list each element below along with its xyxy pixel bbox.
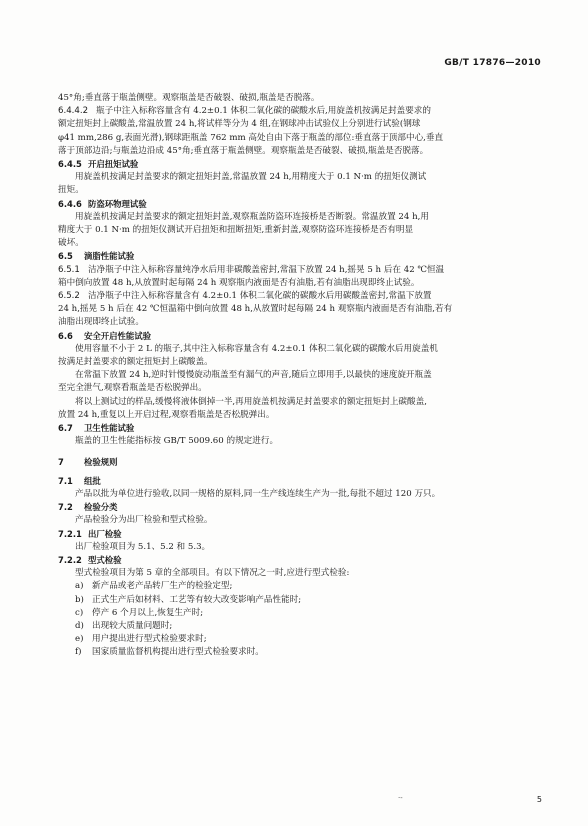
document-body (58, 92, 544, 660)
list-item-label: c) (75, 607, 84, 618)
list-item-text: 停产 6 个月以上,恢复生产时; (92, 607, 204, 618)
paragraph-line: 产品检验分为出厂检验和型式检验。 (75, 515, 213, 526)
chapter-number: 7 (58, 457, 64, 468)
clause-text: 洁净瓶子中注入标称容量纯净水后用非碳酸盖密封,常温下放置 24 h,摇晃 5 h 后在 42 ℃恒温 (88, 264, 445, 275)
list-item (58, 633, 544, 646)
clause-6-5-2 (58, 290, 544, 303)
section-heading-7-2-2 (58, 554, 544, 567)
section-number: 6.5 (58, 251, 73, 262)
paragraph-line: φ41 mm,286 g,表面光滑),钢球距瓶盖 762 mm 高处自由下落于瓶盖的部位:垂直落于顶部中心,垂直 (58, 132, 444, 143)
list-item (58, 646, 544, 659)
paragraph-line: 产品以批为单位进行验收,以同一规格的原料,同一生产线连续生产为一批,每批不超过 120 万只。 (75, 488, 441, 499)
list-item (58, 594, 544, 607)
paragraph-line: 将以上测试过的样品,缓慢将液体倒掉一半,再用旋盖机按满足封盖要求的额定扭矩封上碳酸盖, (75, 396, 427, 407)
page-number: 5 (536, 795, 542, 804)
section-heading-7-2 (58, 501, 544, 514)
section-title: 卫生性能试验 (84, 423, 135, 434)
clause-6-4-4-2 (58, 105, 544, 118)
paragraph-line: 出厂检验项目为 5.1、5.2 和 5.3。 (75, 541, 211, 552)
paragraph-line: 扭矩。 (58, 185, 84, 196)
clause-number: 6.5.2 (58, 291, 80, 302)
paragraph-line: 45°角;垂直落于瓶盖侧壁。观察瓶盖是否破裂、破损,瓶盖是否脱落。 (58, 93, 320, 103)
paragraph-line: 破坏。 (58, 238, 84, 249)
list-item-text: 新产品或老产品转厂生产的检验定型; (92, 581, 233, 592)
paragraph-line: 落于顶部边沿;与瓶盖边沿成 45°角;垂直落于瓶盖侧壁。观察瓶盖是否破裂、破损,瓶盖是否脱落。 (58, 145, 429, 156)
section-heading-6-7 (58, 422, 544, 435)
clause-text: 瓶子中注入标称容量含有 4.2±0.1 体积二氧化碳的碳酸水后,用旋盖机按满足封盖要求的 (96, 106, 431, 117)
list-item (58, 580, 544, 593)
clause-number: 6.5.1 (58, 264, 80, 275)
section-number: 7.1 (58, 475, 73, 486)
scan-mark: ·- (398, 794, 403, 802)
list-item-label: b) (75, 594, 84, 605)
list-item-label: d) (75, 620, 84, 631)
section-number: 6.7 (58, 423, 73, 434)
list-item-label: a) (75, 581, 84, 592)
section-heading-6-4-6 (58, 198, 544, 211)
paragraph-line: 在常温下放置 24 h,逆时针慢慢旋动瓶盖至有漏气的声音,随后立即用手,以最快的速度旋开瓶盖 (75, 370, 432, 381)
paragraph-line: 油脂出现即终止试验。 (58, 317, 144, 328)
chapter-title: 检验规则 (84, 457, 118, 468)
section-title: 开启扭矩试验 (88, 159, 139, 170)
section-title: 滴脂性能试验 (84, 251, 135, 262)
paragraph-line: 使用容量不小于 2 L 的瓶子,其中注入标称容量含有 4.2±0.1 体积二氧化碳的碳酸水后用旋盖机 (75, 343, 438, 354)
section-title: 防盗环物理试验 (88, 198, 147, 209)
section-number: 7.2 (58, 502, 73, 513)
paragraph-line: 瓶盖的卫生性能指标按 GB/T 5009.60 的规定进行。 (75, 436, 279, 447)
section-number: 6.4.6 (58, 198, 82, 209)
paragraph-line: 按满足封盖要求的额定扭矩封上碳酸盖。 (58, 357, 213, 368)
section-title: 型式检验 (88, 554, 122, 565)
paragraph-line: 型式检验项目为第 5 章的全部项目。有以下情况之一时,应进行型式检验: (75, 568, 350, 579)
section-heading-7-2-1 (58, 528, 544, 541)
paragraph-line: 箱中倒向放置 48 h,从放置时起每隔 24 h 观察瓶内液面是否有油脂,若有油脂出现即终止试验。 (58, 277, 420, 288)
section-title: 组批 (84, 475, 101, 486)
section-number: 6.4.5 (58, 159, 82, 170)
list-item-label: f) (75, 647, 82, 658)
paragraph-line: 至完全泄气,观察看瓶盖是否松脱弹出。 (58, 383, 207, 394)
list-item (58, 620, 544, 633)
section-heading-6-5 (58, 250, 544, 263)
section-title: 出厂检验 (88, 528, 122, 539)
list-item-text: 国家质量监督机构提出进行型式检验要求时。 (92, 647, 264, 658)
section-number: 7.2.1 (58, 528, 82, 539)
list-item (58, 607, 544, 620)
section-number: 6.6 (58, 330, 73, 341)
paragraph-line: 额定扭矩封上碳酸盖,常温放置 24 h,将试样等分为 4 组,在钢球冲击试验仪上分别进行试验(钢球 (58, 119, 421, 130)
standard-code-header: GB/T 17876—2010 (444, 58, 541, 68)
section-title: 检验分类 (84, 502, 118, 513)
section-heading-7-1 (58, 475, 544, 488)
clause-6-5-1 (58, 264, 544, 277)
paragraph-line: 用旋盖机按满足封盖要求的额定扭矩封盖,常温放置 24 h,用精度大于 0.1 N·m 的扭矩仪测试 (75, 172, 427, 183)
paragraph-line: 24 h,摇晃 5 h 后在 42 ℃恒温箱中倒向放置 48 h,从放置时起每隔 24 h 观察瓶内液面是否有油脂,若有 (58, 304, 453, 315)
clause-text: 洁净瓶子中注入标称容量含有 4.2±0.1 体积二氧化碳的碳酸水后用碳酸盖密封,常温下放置 (88, 291, 432, 302)
paragraph-line: 用旋盖机按满足封盖要求的额定扭矩封盖,观察瓶盖防盗环连接桥是否断裂。常温放置 24 h,用 (75, 211, 429, 222)
list-item-text: 正式生产后如材料、工艺等有较大改变影响产品性能时; (92, 594, 302, 605)
section-heading-6-6 (58, 330, 544, 343)
chapter-heading-7 (58, 456, 544, 469)
paragraph-line: 放置 24 h,重复以上开启过程,观察看瓶盖是否松脱弹出。 (58, 409, 275, 420)
section-number: 7.2.2 (58, 554, 82, 565)
list-item-text: 出现较大质量问题时; (92, 620, 173, 631)
section-heading-6-4-5 (58, 158, 544, 171)
section-title: 安全开启性能试验 (84, 330, 151, 341)
paragraph-line: 精度大于 0.1 N·m 的扭矩仪测试开启扭矩和扭断扭矩,重新封盖,观察防盗环连接桥是否有明显 (58, 225, 414, 236)
list-item-text: 用户提出进行型式检验要求时; (92, 634, 207, 645)
clause-number: 6.4.4.2 (58, 106, 89, 117)
list-item-label: e) (75, 634, 84, 645)
